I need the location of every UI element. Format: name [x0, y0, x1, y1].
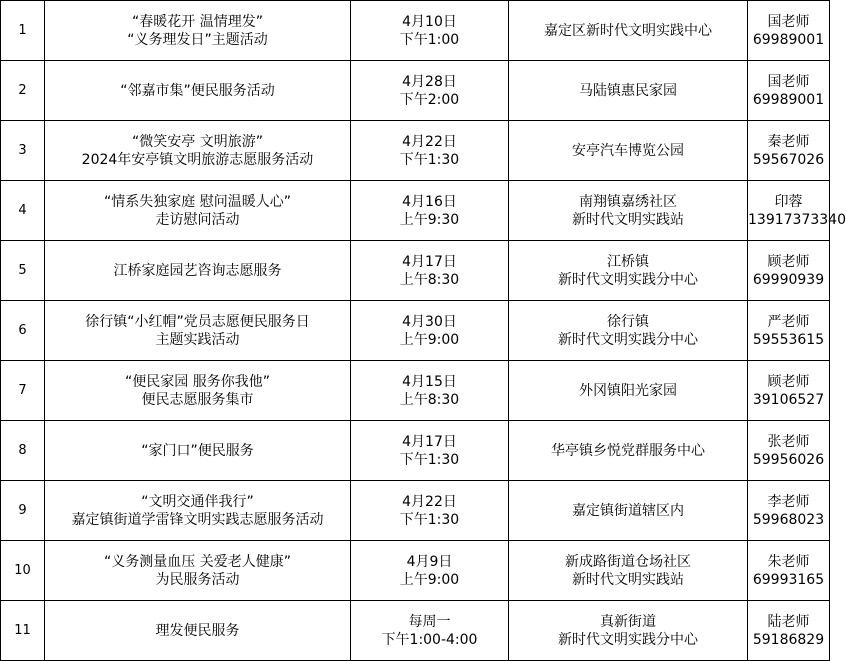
contact-line: 69989001 — [752, 31, 825, 48]
row-number-cell: 9 — [1, 481, 45, 541]
table-row — [1, 61, 830, 121]
activity-time-line: 下午1:30 — [399, 451, 460, 468]
activity-time-cell — [351, 541, 509, 601]
activity-time-cell — [351, 1, 509, 61]
activity-location-line: 新时代文明实践分中心 — [558, 631, 698, 648]
activity-location-line: 嘉定区新时代文明实践中心 — [544, 22, 712, 39]
activity-location-line: 华亭镇乡悦党群服务中心 — [551, 442, 705, 459]
activity-location-line: 新时代文明实践分中心 — [558, 331, 698, 348]
activity-time-line: 4月15日 — [402, 373, 457, 390]
activity-name-cell — [45, 421, 351, 481]
table-row — [1, 601, 830, 661]
activity-time-line: 下午1:30 — [399, 151, 460, 168]
activity-time-cell — [351, 241, 509, 301]
contact-line: 秦老师 — [767, 133, 810, 150]
row-number-cell: 7 — [1, 361, 45, 421]
contact-cell — [748, 241, 830, 301]
activity-name-cell — [45, 301, 351, 361]
activity-time-line: 下午1:00-4:00 — [381, 631, 478, 648]
activity-name-line: “情系失独家庭 慰问温暖人心” — [104, 193, 291, 210]
contact-line: 严老师 — [767, 313, 810, 330]
contact-cell — [748, 121, 830, 181]
activity-name-line: 主题实践活动 — [155, 331, 240, 348]
row-number-cell: 8 — [1, 421, 45, 481]
activity-time-cell — [351, 481, 509, 541]
activity-time-cell — [351, 601, 509, 661]
activity-time-line: 每周一 — [408, 613, 451, 630]
row-number-cell: 1 — [1, 1, 45, 61]
activity-time-line: 下午1:30 — [399, 511, 460, 528]
row-number-cell: 5 — [1, 241, 45, 301]
activity-time-line: 下午1:00 — [399, 31, 460, 48]
activity-time-line: 上午9:00 — [399, 331, 460, 348]
contact-cell — [748, 541, 830, 601]
activity-name-cell — [45, 61, 351, 121]
activity-time-line: 上午8:30 — [399, 271, 460, 288]
activity-location-cell — [509, 241, 748, 301]
table-row — [1, 1, 830, 61]
activity-time-line: 下午2:00 — [399, 91, 460, 108]
activity-name-cell — [45, 1, 351, 61]
activity-location-line: 新成路街道仓场社区 — [565, 553, 691, 570]
table-row — [1, 301, 830, 361]
contact-line: 张老师 — [767, 433, 810, 450]
activity-time-line: 4月22日 — [402, 133, 457, 150]
contact-line: 39106527 — [752, 391, 825, 408]
activity-location-line: 安亭汽车博览公园 — [572, 142, 684, 159]
contact-line: 59186829 — [752, 631, 825, 648]
activity-time-line: 上午8:30 — [399, 391, 460, 408]
activity-time-cell — [351, 421, 509, 481]
contact-line: 69993165 — [752, 571, 825, 588]
activity-location-cell — [509, 361, 748, 421]
activity-name-line: 便民志愿服务集市 — [141, 391, 254, 408]
contact-cell — [748, 421, 830, 481]
activity-name-cell — [45, 121, 351, 181]
contact-line: 13917373340 — [748, 211, 846, 228]
contact-line: 朱老师 — [767, 553, 810, 570]
activity-time-line: 4月28日 — [402, 73, 457, 90]
activity-time-line: 上午9:30 — [399, 211, 460, 228]
table-row — [1, 541, 830, 601]
row-number-cell: 10 — [1, 541, 45, 601]
table-row — [1, 181, 830, 241]
table-body — [1, 1, 846, 661]
activity-name-line: “微笑安亭 文明旅游” — [132, 133, 263, 150]
contact-cell — [748, 181, 846, 241]
activity-location-line: 嘉定镇街道辖区内 — [572, 502, 684, 519]
activity-location-cell — [509, 181, 748, 241]
activity-location-line: 外冈镇阳光家园 — [579, 382, 677, 399]
activity-time-cell — [351, 361, 509, 421]
activity-name-cell — [45, 241, 351, 301]
activity-name-cell — [45, 361, 351, 421]
activity-location-cell — [509, 1, 748, 61]
row-number-cell: 11 — [1, 601, 45, 661]
activity-location-cell — [509, 61, 748, 121]
contact-line: 顾老师 — [767, 253, 810, 270]
activity-time-cell — [351, 181, 509, 241]
activity-location-cell — [509, 601, 748, 661]
activity-name-line: 为民服务活动 — [155, 571, 240, 588]
activity-time-line: 4月16日 — [402, 193, 457, 210]
contact-cell — [748, 601, 830, 661]
contact-line: 59553615 — [752, 331, 825, 348]
activity-time-line: 4月30日 — [402, 313, 457, 330]
activity-time-cell — [351, 61, 509, 121]
activity-location-line: 徐行镇 — [607, 313, 649, 330]
activity-name-line: “便民家园 服务你我他” — [125, 373, 270, 390]
activity-location-cell — [509, 541, 748, 601]
contact-line: 陆老师 — [767, 613, 810, 630]
activity-location-cell — [509, 481, 748, 541]
activity-name-line: “义务测量血压 关爱老人健康” — [104, 553, 291, 570]
activity-name-line: “义务理发日”主题活动 — [127, 31, 268, 48]
activity-location-line: 江桥镇 — [607, 253, 649, 270]
activity-name-line: 2024年安亭镇文明旅游志愿服务活动 — [81, 151, 314, 168]
activity-location-line: 马陆镇惠民家园 — [579, 82, 677, 99]
contact-cell — [748, 1, 830, 61]
contact-line: 59968023 — [752, 511, 825, 528]
activity-name-line: “文明交通伴我行” — [141, 493, 254, 510]
activity-time-cell — [351, 301, 509, 361]
activity-location-cell — [509, 421, 748, 481]
contact-line: 69990939 — [752, 271, 825, 288]
contact-cell — [748, 361, 830, 421]
activity-time-cell — [351, 121, 509, 181]
activity-time-line: 4月9日 — [406, 553, 453, 570]
activity-name-line: “春暖花开 温情理发” — [132, 13, 263, 30]
contact-line: 59956026 — [752, 451, 825, 468]
table-row — [1, 121, 830, 181]
contact-line: 李老师 — [767, 493, 810, 510]
row-number-cell: 4 — [1, 181, 45, 241]
activity-name-cell — [45, 481, 351, 541]
activity-name-line: 嘉定镇街道学雷锋文明实践志愿服务活动 — [71, 511, 324, 528]
activity-location-line: 南翔镇嘉绣社区 — [579, 193, 677, 210]
contact-line: 59567026 — [752, 151, 825, 168]
activity-name-line: 徐行镇“小红帽”党员志愿便民服务日 — [85, 313, 310, 330]
activity-time-line: 上午9:00 — [399, 571, 460, 588]
activity-location-line: 新时代文明实践站 — [572, 571, 684, 588]
activity-location-cell — [509, 301, 748, 361]
activity-time-line: 4月17日 — [402, 433, 457, 450]
activity-time-line: 4月10日 — [402, 13, 457, 30]
contact-line: 69989001 — [752, 91, 825, 108]
row-number-cell: 2 — [1, 61, 45, 121]
activity-time-line: 4月22日 — [402, 493, 457, 510]
activity-name-line: 走访慰问活动 — [155, 211, 240, 228]
contact-cell — [748, 481, 830, 541]
activity-name-cell — [45, 541, 351, 601]
activity-name-line: 江桥家庭园艺咨询志愿服务 — [113, 262, 282, 279]
activity-name-cell — [45, 181, 351, 241]
contact-cell — [748, 61, 830, 121]
activity-name-line: 理发便民服务 — [155, 622, 240, 639]
activity-location-line: 新时代文明实践分中心 — [558, 271, 698, 288]
contact-line: 国老师 — [767, 13, 810, 30]
table-row — [1, 481, 830, 541]
row-number-cell: 3 — [1, 121, 45, 181]
table-row — [1, 361, 830, 421]
activity-location-line: 新时代文明实践站 — [572, 211, 684, 228]
contact-line: 国老师 — [767, 73, 810, 90]
activity-name-line: “邻嘉市集”便民服务活动 — [120, 82, 275, 99]
activity-name-line: “家门口”便民服务 — [141, 442, 254, 459]
activity-location-cell — [509, 121, 748, 181]
contact-line: 印蓉 — [774, 193, 803, 210]
table-row — [1, 421, 830, 481]
activity-name-cell — [45, 601, 351, 661]
contact-line: 顾老师 — [767, 373, 810, 390]
activity-location-line: 真新街道 — [600, 613, 656, 630]
contact-cell — [748, 301, 830, 361]
table-row — [1, 241, 830, 301]
activity-time-line: 4月17日 — [402, 253, 457, 270]
row-number-cell: 6 — [1, 301, 45, 361]
